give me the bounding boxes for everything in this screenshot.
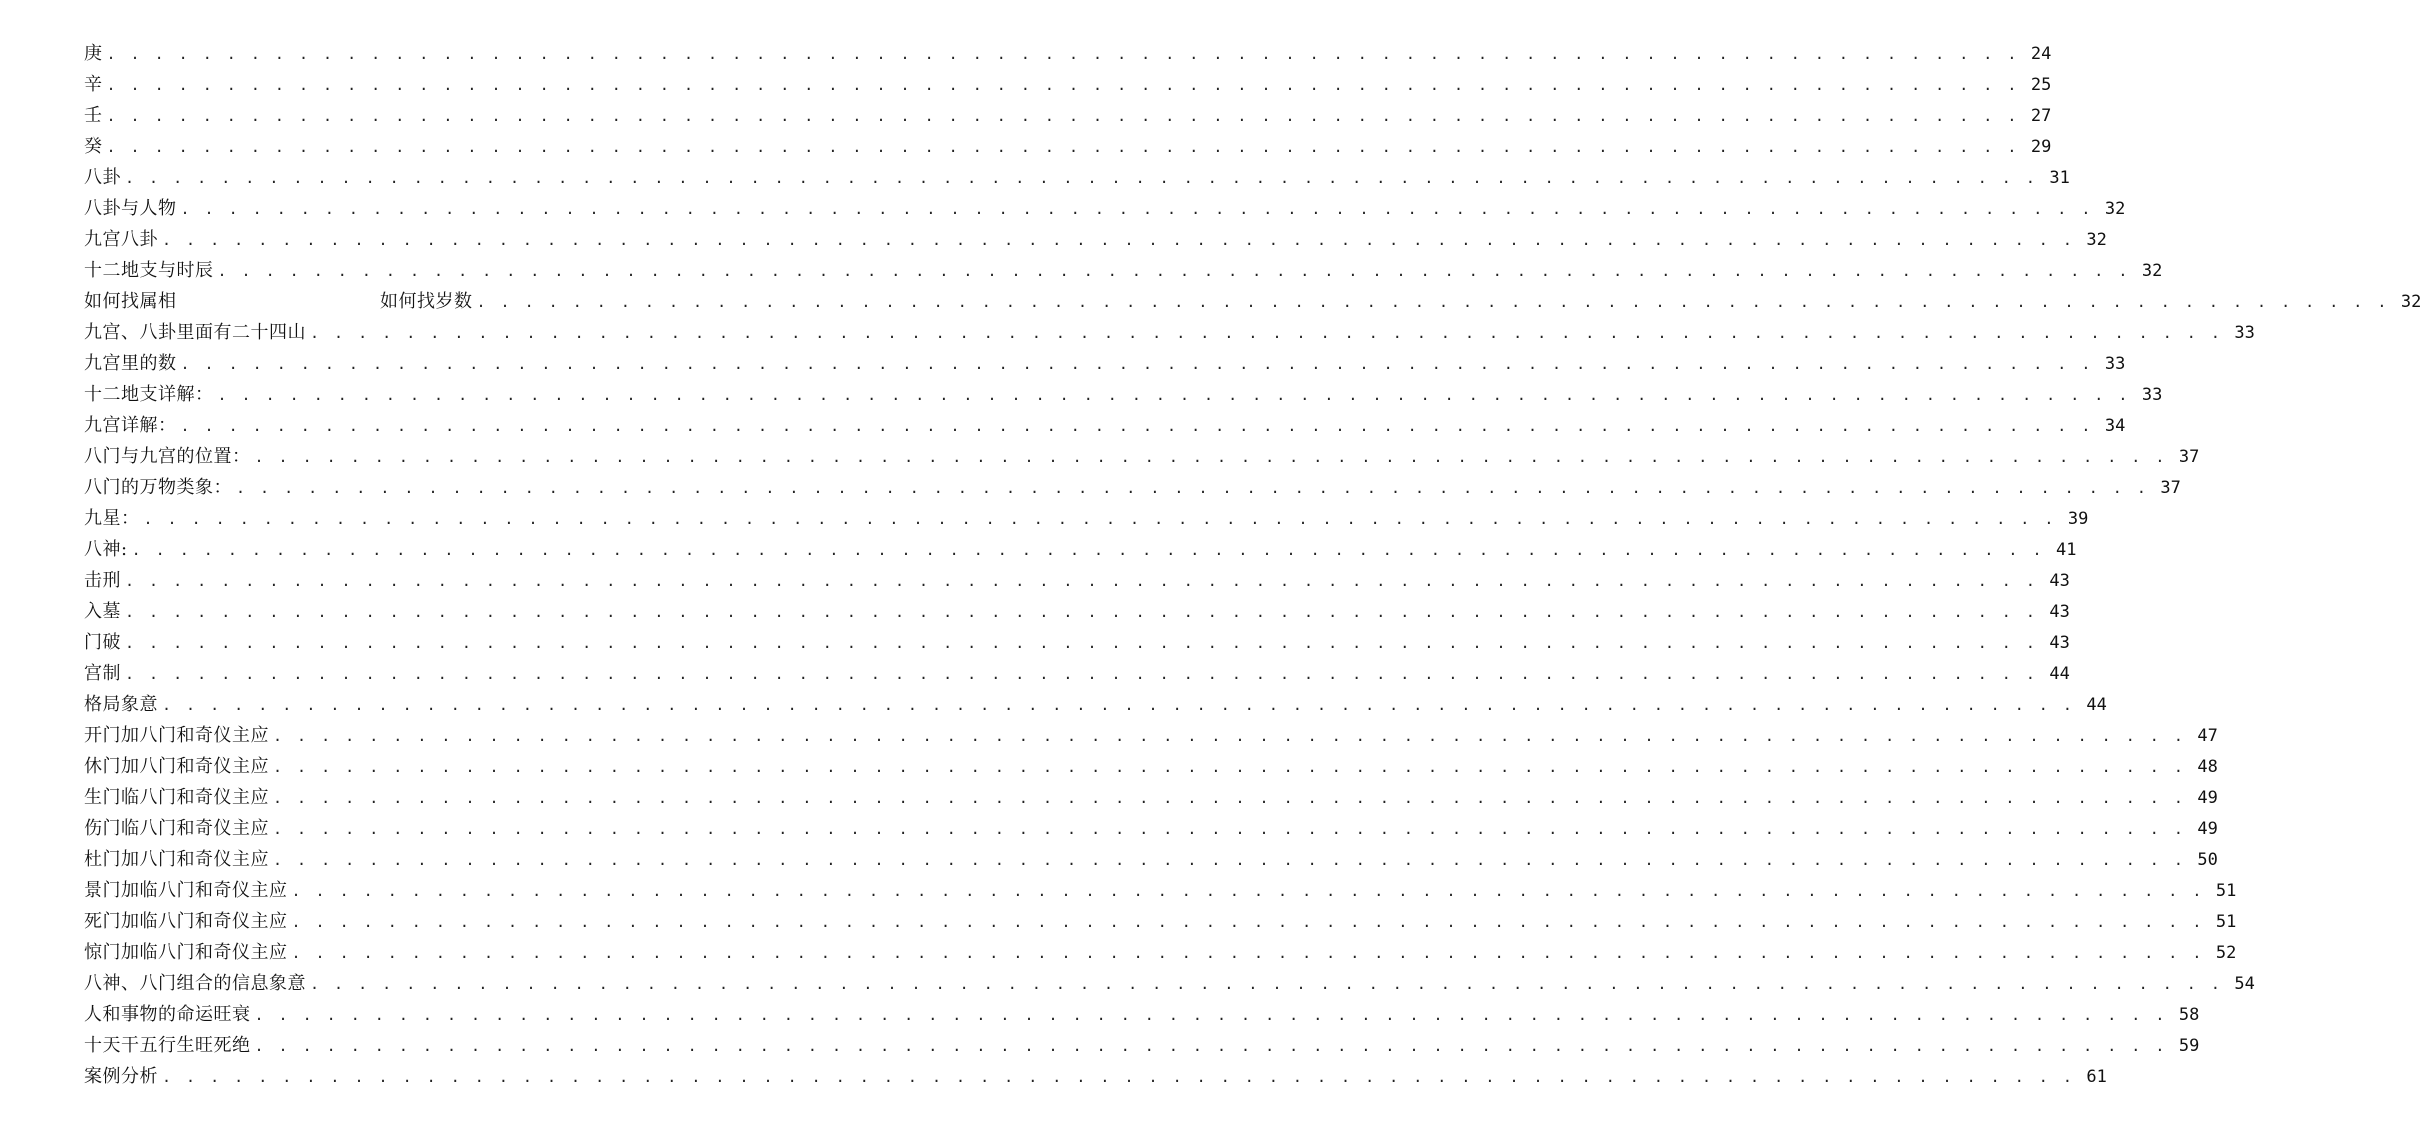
dot-leader: . . . . . . . . . . . . . . . . . . . . . . . . . . . . . . . . . . . . . . . . . . . . . . . . . . . . . . . . . . . . . . . . . . . . . . . . . . . . . . . . bbox=[106, 107, 2020, 125]
toc-entry-page-number: 33 bbox=[2104, 354, 2126, 374]
dot-leader: . . . . . . . . . . . . . . . . . . . . . . . . . . . . . . . . . . . . . . . . . . . . . . . . . . . . . . . . . . . . . . . . . . . . . . . . . . . . . . . . bbox=[125, 169, 2038, 187]
toc-entry[interactable] bbox=[84, 38, 2052, 69]
toc-entry-title-secondary: 如何找岁数 bbox=[380, 291, 473, 312]
toc-entry-page-number: 39 bbox=[2067, 509, 2089, 529]
toc-entry[interactable] bbox=[84, 906, 2237, 937]
toc-entry-page-number: 32 bbox=[2104, 199, 2126, 219]
dot-leader: . . . . . . . . . . . . . . . . . . . . . . . . . . . . . . . . . . . . . . . . . . . . . . . . . . . . . . . . . . . . . . . . . . . . . . . . . . . . . . . . bbox=[217, 386, 2131, 404]
toc-entry-page-number: 37 bbox=[2178, 447, 2200, 467]
toc-entry[interactable] bbox=[84, 503, 2089, 534]
toc-entry-title: 九星： bbox=[84, 508, 140, 529]
toc-entry-page-number: 52 bbox=[2215, 943, 2237, 963]
toc-entry[interactable] bbox=[84, 937, 2237, 968]
toc-entry[interactable] bbox=[84, 596, 2070, 627]
toc-entry[interactable] bbox=[84, 844, 2218, 875]
toc-entry-page-number: 43 bbox=[2049, 571, 2070, 591]
dot-leader: . . . . . . . . . . . . . . . . . . . . . . . . . . . . . . . . . . . . . . . . . . . . . . . . . . . . . . . . . . . . . . . . . . . . . . . . . . . . . . . . bbox=[254, 1006, 2168, 1024]
dot-leader: . . . . . . . . . . . . . . . . . . . . . . . . . . . . . . . . . . . . . . . . . . . . . . . . . . . . . . . . . . . . . . . . . . . . . . . . . . . . . . . . bbox=[180, 200, 2094, 218]
toc-entry-page-number: 48 bbox=[2197, 757, 2218, 777]
toc-entry-title: 如何找属相 bbox=[84, 291, 177, 312]
toc-entry[interactable] bbox=[84, 472, 2181, 503]
toc-entry-page-number: 61 bbox=[2086, 1067, 2107, 1087]
dot-leader: . . . . . . . . . . . . . . . . . . . . . . . . . . . . . . . . . . . . . . . . . . . . . . . . . . . . . . . . . . . . . . . . . . . . . . . . . . . . . . . . bbox=[273, 727, 2186, 745]
toc-entry-title: 八门与九宫的位置： bbox=[84, 446, 251, 467]
toc-entry-page-number: 50 bbox=[2197, 850, 2218, 870]
toc-entry[interactable] bbox=[84, 689, 2107, 720]
toc-entry[interactable] bbox=[84, 441, 2200, 472]
toc-entry[interactable] bbox=[84, 410, 2126, 441]
dot-leader: . . . . . . . . . . . . . . . . . . . . . . . . . . . . . . . . . . . . . . . . . . . . . . . . . . . . . . . . . . . . . . . . . . . . . . . . . . . . . . . . bbox=[180, 417, 2094, 435]
toc-entry[interactable] bbox=[84, 534, 2077, 565]
toc-entry-page-number: 41 bbox=[2056, 540, 2077, 560]
dot-leader: . . . . . . . . . . . . . . . . . . . . . . . . . . . . . . . . . . . . . . . . . . . . . . . . . . . . . . . . . . . . . . . . . . . . . . . . . . . . . . . . bbox=[180, 355, 2094, 373]
toc-entry[interactable] bbox=[84, 1030, 2200, 1061]
toc-entry[interactable] bbox=[84, 813, 2218, 844]
toc-entry-page-number: 29 bbox=[2030, 137, 2052, 157]
toc-entry-page-number: 59 bbox=[2178, 1036, 2200, 1056]
dot-leader: . . . . . . . . . . . . . . . . . . . . . . . . . . . . . . . . . . . . . . . . . . . . . . . . . . . . . . . . . . . . . . . . . . . . . . . . . . . . . . . . bbox=[125, 603, 2038, 621]
toc-entry-title: 景门加临八门和奇仪主应 bbox=[84, 880, 288, 901]
toc-entry-page-number: 33 bbox=[2234, 323, 2255, 343]
dot-leader: . . . . . . . . . . . . . . . . . . . . . . . . . . . . . . . . . . . . . . . . . . . . . . . . . . . . . . . . . . . . . . . . . . . . . . . . . . . . . . . . bbox=[131, 541, 2045, 559]
toc-entry-title: 伤门临八门和奇仪主应 bbox=[84, 818, 269, 839]
toc-entry[interactable] bbox=[84, 286, 2421, 317]
toc-entry-title: 死门加临八门和奇仪主应 bbox=[84, 911, 288, 932]
toc-entry-page-number: 51 bbox=[2215, 881, 2237, 901]
toc-entry-title: 休门加八门和奇仪主应 bbox=[84, 756, 269, 777]
toc-entry[interactable] bbox=[84, 627, 2070, 658]
toc-entry[interactable] bbox=[84, 131, 2052, 162]
toc-entry[interactable] bbox=[84, 69, 2052, 100]
toc-entry-page-number: 33 bbox=[2141, 385, 2163, 405]
toc-entry-page-number: 51 bbox=[2215, 912, 2237, 932]
toc-entry-title: 壬 bbox=[84, 105, 103, 126]
toc-entry[interactable] bbox=[84, 658, 2070, 689]
dot-leader: . . . . . . . . . . . . . . . . . . . . . . . . . . . . . . . . . . . . . . . . . . . . . . . . . . . . . . . . . . . . . . . . . . . . . . . . . . . . . . . . bbox=[254, 448, 2168, 466]
toc-entry[interactable] bbox=[84, 317, 2255, 348]
toc-entry[interactable] bbox=[84, 348, 2126, 379]
toc-entry-page-number: 31 bbox=[2049, 168, 2070, 188]
toc-entry-title: 八门的万物类象： bbox=[84, 477, 232, 498]
toc-entry[interactable] bbox=[84, 224, 2107, 255]
dot-leader: . . . . . . . . . . . . . . . . . . . . . . . . . . . . . . . . . . . . . . . . . . . . . . . . . . . . . . . . . . . . . . . . . . . . . . . . . . . . . . . . bbox=[291, 944, 2205, 962]
toc-entry-title: 案例分析 bbox=[84, 1066, 158, 1087]
toc-entry[interactable] bbox=[84, 875, 2237, 906]
dot-leader: . . . . . . . . . . . . . . . . . . . . . . . . . . . . . . . . . . . . . . . . . . . . . . . . . . . . . . . . . . . . . . . . . . . . . . . . . . . . . . . . bbox=[217, 262, 2131, 280]
toc-entry-page-number: 43 bbox=[2049, 602, 2070, 622]
dot-leader: . . . . . . . . . . . . . . . . . . . . . . . . . . . . . . . . . . . . . . . . . . . . . . . . . . . . . . . . . . . . . . . . . . . . . . . . . . . . . . . . bbox=[106, 45, 2020, 63]
toc-entry-page-number: 32 bbox=[2400, 292, 2421, 312]
toc-entry-title: 辛 bbox=[84, 74, 103, 95]
toc-entry-page-number: 25 bbox=[2030, 75, 2052, 95]
toc-entry[interactable] bbox=[84, 720, 2218, 751]
toc-entry-page-number: 27 bbox=[2030, 106, 2052, 126]
dot-leader: . . . . . . . . . . . . . . . . . . . . . . . . . . . . . . . . . . . . . . . . . . . . . . . . . . . . . . . . . . . . . . . . . . . . . . . . . . . . . . . . bbox=[125, 634, 2038, 652]
toc-entry-page-number: 49 bbox=[2197, 788, 2218, 808]
toc-entry-title: 门破 bbox=[84, 632, 121, 653]
toc-entry-title: 格局象意 bbox=[84, 694, 158, 715]
toc-entry-title: 人和事物的命运旺衰 bbox=[84, 1004, 251, 1025]
toc-entry-title: 惊门加临八门和奇仪主应 bbox=[84, 942, 288, 963]
dot-leader: . . . . . . . . . . . . . . . . . . . . . . . . . . . . . . . . . . . . . . . . . . . . . . . . . . . . . . . . . . . . . . . . . . . . . . . . . . . . . . . . bbox=[106, 138, 2020, 156]
dot-leader: . . . . . . . . . . . . . . . . . . . . . . . . . . . . . . . . . . . . . . . . . . . . . . . . . . . . . . . . . . . . . . . . . . . . . . . . . . . . . . . . bbox=[273, 851, 2186, 869]
dot-leader: . . . . . . . . . . . . . . . . . . . . . . . . . . . . . . . . . . . . . . . . . . . . . . . . . . . . . . . . . . . . . . . . . . . . . . . . . . . . . . . . bbox=[125, 665, 2038, 683]
toc-entry-page-number: 47 bbox=[2197, 726, 2218, 746]
dot-leader: . . . . . . . . . . . . . . . . . . . . . . . . . . . . . . . . . . . . . . . . . . . . . . . . . . . . . . . . . . . . . . . . . . . . . . . . . . . . . . . . bbox=[310, 324, 2223, 342]
toc-entry[interactable] bbox=[84, 255, 2163, 286]
toc-entry-title: 十天干五行生旺死绝 bbox=[84, 1035, 251, 1056]
toc-entry[interactable] bbox=[84, 162, 2070, 193]
toc-entry-page-number: 58 bbox=[2178, 1005, 2200, 1025]
toc-entry-title: 八卦与人物 bbox=[84, 198, 177, 219]
toc-entry-page-number: 32 bbox=[2141, 261, 2163, 281]
toc-entry-title: 入墓 bbox=[84, 601, 121, 622]
toc-entry-title: 八神、八门组合的信息象意 bbox=[84, 973, 306, 994]
toc-entry[interactable] bbox=[84, 782, 2218, 813]
dot-leader: . . . . . . . . . . . . . . . . . . . . . . . . . . . . . . . . . . . . . . . . . . . . . . . . . . . . . . . . . . . . . . . . . . . . . . . . . . . . . . . . bbox=[162, 1068, 2075, 1086]
toc-entry-title: 庚 bbox=[84, 43, 103, 64]
dot-leader: . . . . . . . . . . . . . . . . . . . . . . . . . . . . . . . . . . . . . . . . . . . . . . . . . . . . . . . . . . . . . . . . . . . . . . . . . . . . . . . . bbox=[476, 293, 2390, 311]
dot-leader: . . . . . . . . . . . . . . . . . . . . . . . . . . . . . . . . . . . . . . . . . . . . . . . . . . . . . . . . . . . . . . . . . . . . . . . . . . . . . . . . bbox=[273, 758, 2186, 776]
toc-entry[interactable] bbox=[84, 565, 2070, 596]
dot-leader: . . . . . . . . . . . . . . . . . . . . . . . . . . . . . . . . . . . . . . . . . . . . . . . . . . . . . . . . . . . . . . . . . . . . . . . . . . . . . . . . bbox=[254, 1037, 2168, 1055]
dot-leader: . . . . . . . . . . . . . . . . . . . . . . . . . . . . . . . . . . . . . . . . . . . . . . . . . . . . . . . . . . . . . . . . . . . . . . . . . . . . . . . . bbox=[273, 820, 2186, 838]
toc-entry[interactable] bbox=[84, 751, 2218, 782]
toc-entry-title: 生门临八门和奇仪主应 bbox=[84, 787, 269, 808]
toc-entry-title: 击刑 bbox=[84, 570, 121, 591]
toc-entry-title: 九宫详解： bbox=[84, 415, 177, 436]
dot-leader: . . . . . . . . . . . . . . . . . . . . . . . . . . . . . . . . . . . . . . . . . . . . . . . . . . . . . . . . . . . . . . . . . . . . . . . . . . . . . . . . bbox=[236, 479, 2149, 497]
toc-entry-page-number: 44 bbox=[2086, 695, 2107, 715]
toc-entry-title: 杜门加八门和奇仪主应 bbox=[84, 849, 269, 870]
dot-leader: . . . . . . . . . . . . . . . . . . . . . . . . . . . . . . . . . . . . . . . . . . . . . . . . . . . . . . . . . . . . . . . . . . . . . . . . . . . . . . . . bbox=[291, 882, 2205, 900]
toc-entry[interactable] bbox=[84, 999, 2200, 1030]
toc-entry-title: 九宫八卦 bbox=[84, 229, 158, 250]
toc-entry-title: 九宫、八卦里面有二十四山 bbox=[84, 322, 306, 343]
toc-entry-title: 十二地支与时辰 bbox=[84, 260, 214, 281]
toc-entry[interactable] bbox=[84, 193, 2126, 224]
toc-entry-page-number: 43 bbox=[2049, 633, 2070, 653]
dot-leader: . . . . . . . . . . . . . . . . . . . . . . . . . . . . . . . . . . . . . . . . . . . . . . . . . . . . . . . . . . . . . . . . . . . . . . . . . . . . . . . . bbox=[143, 510, 2057, 528]
toc-entry-page-number: 54 bbox=[2234, 974, 2255, 994]
toc-entry-title: 九宫里的数 bbox=[84, 353, 177, 374]
toc-entry-page-number: 49 bbox=[2197, 819, 2218, 839]
toc-entry-title: 十二地支详解： bbox=[84, 384, 214, 405]
toc-entry-title: 宫制 bbox=[84, 663, 121, 684]
toc-entry[interactable] bbox=[84, 379, 2163, 410]
toc-entry[interactable] bbox=[84, 968, 2255, 999]
dot-leader: . . . . . . . . . . . . . . . . . . . . . . . . . . . . . . . . . . . . . . . . . . . . . . . . . . . . . . . . . . . . . . . . . . . . . . . . . . . . . . . . bbox=[273, 789, 2186, 807]
toc-entry-page-number: 44 bbox=[2049, 664, 2070, 684]
toc-entry-title: 开门加八门和奇仪主应 bbox=[84, 725, 269, 746]
toc-entry-page-number: 37 bbox=[2160, 478, 2181, 498]
toc-entry-page-number: 34 bbox=[2104, 416, 2126, 436]
toc-entry-title: 八神: bbox=[84, 539, 128, 560]
dot-leader: . . . . . . . . . . . . . . . . . . . . . . . . . . . . . . . . . . . . . . . . . . . . . . . . . . . . . . . . . . . . . . . . . . . . . . . . . . . . . . . . bbox=[162, 696, 2075, 714]
dot-leader: . . . . . . . . . . . . . . . . . . . . . . . . . . . . . . . . . . . . . . . . . . . . . . . . . . . . . . . . . . . . . . . . . . . . . . . . . . . . . . . . bbox=[310, 975, 2223, 993]
dot-leader: . . . . . . . . . . . . . . . . . . . . . . . . . . . . . . . . . . . . . . . . . . . . . . . . . . . . . . . . . . . . . . . . . . . . . . . . . . . . . . . . bbox=[162, 231, 2075, 249]
toc-entry-title: 八卦 bbox=[84, 167, 121, 188]
toc-entry-page-number: 32 bbox=[2086, 230, 2107, 250]
toc-entry-title: 癸 bbox=[84, 136, 103, 157]
table-of-contents bbox=[84, 38, 2421, 1092]
toc-entry[interactable] bbox=[84, 1061, 2107, 1092]
dot-leader: . . . . . . . . . . . . . . . . . . . . . . . . . . . . . . . . . . . . . . . . . . . . . . . . . . . . . . . . . . . . . . . . . . . . . . . . . . . . . . . . bbox=[291, 913, 2205, 931]
toc-entry-page-number: 24 bbox=[2030, 44, 2052, 64]
dot-leader: . . . . . . . . . . . . . . . . . . . . . . . . . . . . . . . . . . . . . . . . . . . . . . . . . . . . . . . . . . . . . . . . . . . . . . . . . . . . . . . . bbox=[106, 76, 2020, 94]
dot-leader: . . . . . . . . . . . . . . . . . . . . . . . . . . . . . . . . . . . . . . . . . . . . . . . . . . . . . . . . . . . . . . . . . . . . . . . . . . . . . . . . bbox=[125, 572, 2038, 590]
toc-entry[interactable] bbox=[84, 100, 2052, 131]
